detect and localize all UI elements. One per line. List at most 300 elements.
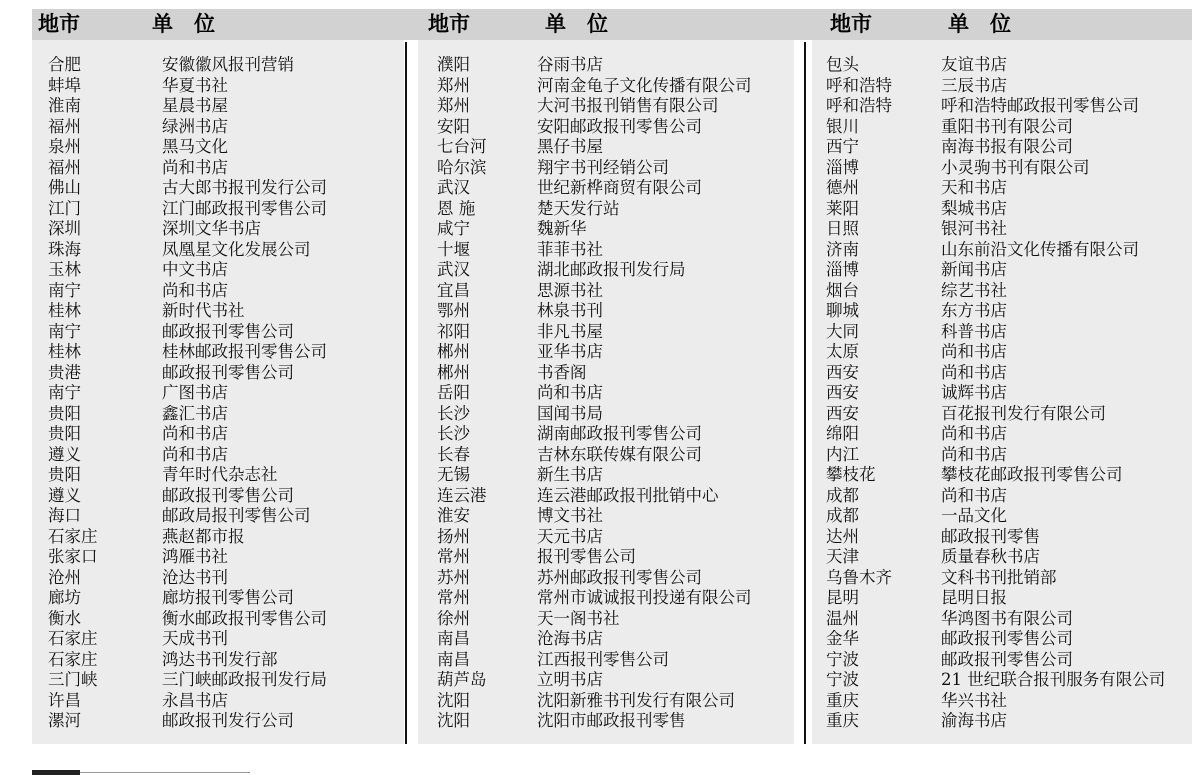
unit-name: 谷雨书店 bbox=[537, 55, 603, 74]
list-item bbox=[48, 96, 398, 117]
unit-name: 渝海书店 bbox=[941, 711, 1007, 730]
list-item bbox=[437, 650, 792, 671]
city-name: 葫芦岛 bbox=[437, 670, 487, 689]
list-item bbox=[437, 301, 792, 322]
unit-name: 衡水邮政报刊零售公司 bbox=[162, 608, 327, 628]
city-name: 郑州 bbox=[437, 75, 470, 95]
city-name: 昆明 bbox=[826, 588, 859, 607]
list-item bbox=[48, 670, 398, 691]
unit-name: 尚和书店 bbox=[162, 424, 228, 443]
city-name: 许昌 bbox=[48, 690, 81, 710]
unit-name: 天一阁书社 bbox=[537, 608, 620, 628]
city-name: 西安 bbox=[826, 383, 859, 402]
unit-name: 邮政报刊零售公司 bbox=[941, 629, 1073, 648]
unit-name: 廊坊报刊零售公司 bbox=[162, 588, 294, 607]
unit-name: 天元书店 bbox=[537, 526, 603, 546]
unit-name: 山东前沿文化传播有限公司 bbox=[941, 239, 1139, 259]
city-name: 石家庄 bbox=[48, 629, 98, 648]
list-item bbox=[826, 568, 1188, 589]
unit-name: 呼和浩特邮政报刊零售公司 bbox=[941, 96, 1139, 115]
city-name: 淄博 bbox=[826, 157, 859, 177]
unit-name: 尚和书店 bbox=[162, 444, 228, 464]
unit-name: 林泉书刊 bbox=[537, 301, 603, 320]
unit-name: 重阳书刊有限公司 bbox=[941, 116, 1073, 136]
unit-name: 华夏书社 bbox=[162, 75, 228, 95]
city-name: 岳阳 bbox=[437, 383, 470, 402]
list-item bbox=[48, 383, 398, 404]
footer-rule-thin bbox=[80, 772, 250, 773]
list-item bbox=[48, 506, 398, 527]
unit-name: 邮政局报刊零售公司 bbox=[162, 506, 311, 525]
city-name: 遵义 bbox=[48, 444, 81, 464]
header-city-col2: 地市 bbox=[428, 12, 470, 36]
city-name: 贵阳 bbox=[48, 403, 81, 423]
unit-name: 21 世纪联合报刊服务有限公司 bbox=[941, 670, 1166, 689]
list-item bbox=[437, 281, 792, 302]
header-unit-col1: 单 位 bbox=[152, 12, 215, 36]
list-item bbox=[437, 404, 792, 425]
unit-name: 尚和书店 bbox=[162, 157, 228, 177]
unit-name: 永昌书店 bbox=[162, 690, 228, 710]
list-item bbox=[826, 609, 1188, 630]
city-name: 鄂州 bbox=[437, 301, 470, 320]
unit-name: 尚和书店 bbox=[941, 444, 1007, 464]
list-item bbox=[48, 629, 398, 650]
unit-name: 大河书报刊销售有限公司 bbox=[537, 96, 719, 115]
city-name: 蚌埠 bbox=[48, 75, 81, 95]
list-item bbox=[826, 650, 1188, 671]
city-name: 宁波 bbox=[826, 670, 859, 689]
list-item bbox=[437, 342, 792, 363]
list-item bbox=[437, 670, 792, 691]
city-name: 莱阳 bbox=[826, 198, 859, 218]
unit-name: 绿洲书店 bbox=[162, 116, 228, 136]
unit-name: 凤凰星文化发展公司 bbox=[162, 239, 311, 259]
unit-name: 天和书店 bbox=[941, 178, 1007, 197]
city-name: 成都 bbox=[826, 485, 859, 505]
unit-name: 世纪新桦商贸有限公司 bbox=[537, 178, 702, 197]
unit-name: 尚和书店 bbox=[162, 280, 228, 300]
city-name: 桂林 bbox=[48, 301, 81, 320]
unit-name: 诚辉书店 bbox=[941, 383, 1007, 402]
city-name: 南昌 bbox=[437, 629, 470, 648]
list-item bbox=[437, 711, 792, 732]
unit-name: 黑仔书屋 bbox=[537, 137, 603, 156]
city-name: 乌鲁木齐 bbox=[826, 567, 892, 587]
list-item bbox=[437, 55, 792, 76]
list-item bbox=[826, 199, 1188, 220]
unit-name: 综艺书社 bbox=[941, 280, 1007, 300]
city-name: 西宁 bbox=[826, 137, 859, 156]
city-name: 沧州 bbox=[48, 567, 81, 587]
list-item bbox=[826, 629, 1188, 650]
city-name: 金华 bbox=[826, 629, 859, 648]
city-name: 合肥 bbox=[48, 55, 81, 74]
header-city-col1: 地市 bbox=[38, 12, 80, 36]
list-item bbox=[48, 609, 398, 630]
city-name: 重庆 bbox=[826, 690, 859, 710]
unit-name: 鑫汇书店 bbox=[162, 403, 228, 423]
unit-name: 沈阳市邮政报刊零售 bbox=[537, 711, 686, 730]
list-item bbox=[826, 424, 1188, 445]
unit-name: 邮政报刊零售公司 bbox=[162, 485, 294, 505]
list-item bbox=[48, 301, 398, 322]
list-item bbox=[48, 199, 398, 220]
city-name: 淄博 bbox=[826, 260, 859, 279]
city-name: 长沙 bbox=[437, 403, 470, 423]
list-item bbox=[48, 568, 398, 589]
distributor-list-2 bbox=[437, 55, 792, 732]
city-name: 宁波 bbox=[826, 649, 859, 669]
unit-name: 天成书刊 bbox=[162, 629, 228, 648]
unit-name: 楚天发行站 bbox=[537, 198, 620, 218]
list-item bbox=[437, 424, 792, 445]
city-name: 济南 bbox=[826, 239, 859, 259]
city-name: 咸宁 bbox=[437, 219, 470, 238]
unit-name: 新生书店 bbox=[537, 465, 603, 484]
unit-name: 尚和书店 bbox=[941, 342, 1007, 361]
city-name: 淮安 bbox=[437, 506, 470, 525]
list-item bbox=[437, 527, 792, 548]
city-name: 珠海 bbox=[48, 239, 81, 259]
city-name: 呼和浩特 bbox=[826, 75, 892, 95]
city-name: 佛山 bbox=[48, 178, 81, 197]
city-name: 泉州 bbox=[48, 137, 81, 156]
unit-name: 河南金龟子文化传播有限公司 bbox=[537, 75, 752, 95]
list-item bbox=[826, 55, 1188, 76]
city-name: 郑州 bbox=[437, 96, 470, 115]
unit-name: 沧海书店 bbox=[537, 629, 603, 648]
list-item bbox=[826, 96, 1188, 117]
column-divider-1 bbox=[405, 42, 407, 744]
city-name: 达州 bbox=[826, 526, 859, 546]
list-item bbox=[826, 711, 1188, 732]
unit-name: 东方书店 bbox=[941, 301, 1007, 320]
list-item bbox=[48, 281, 398, 302]
header-unit-col2: 单 位 bbox=[545, 12, 608, 36]
city-name: 常州 bbox=[437, 547, 470, 566]
unit-name: 新闻书店 bbox=[941, 260, 1007, 279]
list-item bbox=[826, 158, 1188, 179]
list-item bbox=[826, 465, 1188, 486]
unit-name: 鸿达书刊发行部 bbox=[162, 649, 278, 669]
city-name: 宜昌 bbox=[437, 280, 470, 300]
unit-name: 新时代书社 bbox=[162, 301, 245, 320]
list-item bbox=[437, 158, 792, 179]
city-name: 桂林 bbox=[48, 342, 81, 361]
city-name: 祁阳 bbox=[437, 321, 470, 341]
unit-name: 百花报刊发行有限公司 bbox=[941, 403, 1106, 423]
list-item bbox=[437, 588, 792, 609]
city-name: 恩 施 bbox=[437, 198, 476, 218]
city-name: 遵义 bbox=[48, 485, 81, 505]
header-unit-col3: 单 位 bbox=[948, 12, 1011, 36]
list-item bbox=[437, 506, 792, 527]
city-name: 无锡 bbox=[437, 465, 470, 484]
list-item bbox=[437, 96, 792, 117]
unit-name: 尚和书店 bbox=[941, 362, 1007, 382]
list-item bbox=[826, 76, 1188, 97]
list-item bbox=[826, 404, 1188, 425]
city-name: 武汉 bbox=[437, 178, 470, 197]
list-item bbox=[437, 260, 792, 281]
header-city-col3: 地市 bbox=[830, 12, 872, 36]
list-item bbox=[48, 465, 398, 486]
unit-name: 江门邮政报刊零售公司 bbox=[162, 198, 327, 218]
unit-name: 桂林邮政报刊零售公司 bbox=[162, 342, 327, 361]
unit-name: 亚华书店 bbox=[537, 342, 603, 361]
list-item bbox=[437, 445, 792, 466]
unit-name: 苏州邮政报刊零售公司 bbox=[537, 567, 702, 587]
city-name: 安阳 bbox=[437, 116, 470, 136]
unit-name: 三辰书店 bbox=[941, 75, 1007, 95]
list-item bbox=[437, 137, 792, 158]
city-name: 连云港 bbox=[437, 485, 487, 505]
list-item bbox=[48, 363, 398, 384]
city-name: 漯河 bbox=[48, 711, 81, 730]
unit-name: 立明书店 bbox=[537, 670, 603, 689]
list-item bbox=[437, 691, 792, 712]
city-name: 石家庄 bbox=[48, 526, 98, 546]
list-item bbox=[48, 55, 398, 76]
unit-name: 小灵驹书刊有限公司 bbox=[941, 157, 1090, 177]
unit-name: 沧达书刊 bbox=[162, 567, 228, 587]
list-item bbox=[48, 547, 398, 568]
city-name: 石家庄 bbox=[48, 649, 98, 669]
city-name: 扬州 bbox=[437, 526, 470, 546]
list-item bbox=[48, 240, 398, 261]
unit-name: 邮政报刊零售 bbox=[941, 526, 1040, 546]
city-name: 福州 bbox=[48, 116, 81, 136]
city-name: 烟台 bbox=[826, 280, 859, 300]
unit-name: 湖北邮政报刊发行局 bbox=[537, 260, 686, 279]
unit-name: 安徽徽风报刊营销 bbox=[162, 55, 294, 74]
city-name: 衡水 bbox=[48, 608, 81, 628]
distributor-list-3 bbox=[826, 55, 1188, 732]
list-item bbox=[826, 445, 1188, 466]
list-item bbox=[437, 76, 792, 97]
list-item bbox=[437, 629, 792, 650]
city-name: 攀枝花 bbox=[826, 465, 876, 484]
city-name: 玉林 bbox=[48, 260, 81, 279]
city-name: 淮南 bbox=[48, 96, 81, 115]
list-item bbox=[48, 76, 398, 97]
city-name: 七台河 bbox=[437, 137, 487, 156]
unit-name: 广图书店 bbox=[162, 383, 228, 402]
unit-name: 非凡书屋 bbox=[537, 321, 603, 341]
list-item bbox=[826, 363, 1188, 384]
list-item bbox=[826, 670, 1188, 691]
city-name: 郴州 bbox=[437, 362, 470, 382]
city-name: 贵阳 bbox=[48, 465, 81, 484]
unit-name: 常州市诚诚报刊投递有限公司 bbox=[537, 588, 752, 607]
column-divider-2 bbox=[804, 42, 806, 744]
city-name: 内江 bbox=[826, 444, 859, 464]
city-name: 沈阳 bbox=[437, 690, 470, 710]
unit-name: 昆明日报 bbox=[941, 588, 1007, 607]
unit-name: 书香阁 bbox=[537, 362, 587, 382]
list-item bbox=[826, 219, 1188, 240]
list-item bbox=[48, 486, 398, 507]
unit-name: 攀枝花邮政报刊零售公司 bbox=[941, 465, 1123, 484]
list-item bbox=[437, 219, 792, 240]
list-item bbox=[437, 547, 792, 568]
list-item bbox=[826, 240, 1188, 261]
city-name: 重庆 bbox=[826, 711, 859, 730]
unit-name: 黑马文化 bbox=[162, 137, 228, 156]
city-name: 西安 bbox=[826, 362, 859, 382]
unit-name: 古大郎书报刊发行公司 bbox=[162, 178, 327, 197]
city-name: 苏州 bbox=[437, 567, 470, 587]
city-name: 贵阳 bbox=[48, 424, 81, 443]
city-name: 福州 bbox=[48, 157, 81, 177]
list-item bbox=[437, 465, 792, 486]
unit-name: 邮政报刊零售公司 bbox=[162, 362, 294, 382]
list-item bbox=[48, 178, 398, 199]
unit-name: 华兴书社 bbox=[941, 690, 1007, 710]
city-name: 南宁 bbox=[48, 280, 81, 300]
list-item bbox=[826, 301, 1188, 322]
list-item bbox=[437, 117, 792, 138]
city-name: 温州 bbox=[826, 608, 859, 628]
unit-name: 邮政报刊发行公司 bbox=[162, 711, 294, 730]
city-name: 南宁 bbox=[48, 383, 81, 402]
list-item bbox=[826, 547, 1188, 568]
unit-name: 一品文化 bbox=[941, 506, 1007, 525]
city-name: 常州 bbox=[437, 588, 470, 607]
city-name: 深圳 bbox=[48, 219, 81, 238]
list-item bbox=[826, 486, 1188, 507]
list-item bbox=[48, 260, 398, 281]
unit-name: 友谊书店 bbox=[941, 55, 1007, 74]
distributor-list-1 bbox=[48, 55, 398, 732]
list-item bbox=[48, 445, 398, 466]
city-name: 三门峡 bbox=[48, 670, 98, 689]
list-item bbox=[826, 322, 1188, 343]
list-item bbox=[826, 137, 1188, 158]
list-item bbox=[437, 178, 792, 199]
list-item bbox=[826, 117, 1188, 138]
unit-name: 中文书店 bbox=[162, 260, 228, 279]
city-name: 呼和浩特 bbox=[826, 96, 892, 115]
list-item bbox=[48, 219, 398, 240]
unit-name: 博文书社 bbox=[537, 506, 603, 525]
unit-name: 菲菲书社 bbox=[537, 239, 603, 259]
city-name: 哈尔滨 bbox=[437, 157, 487, 177]
list-item bbox=[48, 424, 398, 445]
city-name: 张家口 bbox=[48, 547, 98, 566]
list-item bbox=[826, 342, 1188, 363]
city-name: 大同 bbox=[826, 321, 859, 341]
footer-rule-thick bbox=[32, 770, 80, 775]
list-item bbox=[48, 691, 398, 712]
unit-name: 青年时代杂志社 bbox=[162, 465, 278, 484]
city-name: 成都 bbox=[826, 506, 859, 525]
unit-name: 质量春秋书店 bbox=[941, 547, 1040, 566]
list-item bbox=[48, 137, 398, 158]
city-name: 包头 bbox=[826, 55, 859, 74]
unit-name: 翔宇书刊经销公司 bbox=[537, 157, 669, 177]
city-name: 银川 bbox=[826, 116, 859, 136]
list-item bbox=[437, 199, 792, 220]
unit-name: 邮政报刊零售公司 bbox=[162, 321, 294, 341]
city-name: 徐州 bbox=[437, 608, 470, 628]
unit-name: 华鸿图书有限公司 bbox=[941, 608, 1073, 628]
list-item bbox=[826, 691, 1188, 712]
list-item bbox=[48, 158, 398, 179]
city-name: 江门 bbox=[48, 198, 81, 218]
city-name: 聊城 bbox=[826, 301, 859, 320]
list-item bbox=[826, 178, 1188, 199]
city-name: 廊坊 bbox=[48, 588, 81, 607]
unit-name: 深圳文华书店 bbox=[162, 219, 261, 238]
unit-name: 星晨书屋 bbox=[162, 96, 228, 115]
unit-name: 科普书店 bbox=[941, 321, 1007, 341]
city-name: 武汉 bbox=[437, 260, 470, 279]
city-name: 长沙 bbox=[437, 424, 470, 443]
unit-name: 燕赵都市报 bbox=[162, 526, 245, 546]
city-name: 南宁 bbox=[48, 321, 81, 341]
unit-name: 三门峡邮政报刊发行局 bbox=[162, 670, 327, 689]
city-name: 海口 bbox=[48, 506, 81, 525]
list-item bbox=[437, 383, 792, 404]
list-item bbox=[826, 383, 1188, 404]
city-name: 日照 bbox=[826, 219, 859, 238]
city-name: 天津 bbox=[826, 547, 859, 566]
list-item bbox=[437, 486, 792, 507]
list-item bbox=[48, 117, 398, 138]
list-item bbox=[48, 588, 398, 609]
unit-name: 文科书刊批销部 bbox=[941, 567, 1057, 587]
city-name: 绵阳 bbox=[826, 424, 859, 443]
city-name: 太原 bbox=[826, 342, 859, 361]
unit-name: 南海书报有限公司 bbox=[941, 137, 1073, 156]
list-item bbox=[826, 527, 1188, 548]
city-name: 沈阳 bbox=[437, 711, 470, 730]
city-name: 德州 bbox=[826, 178, 859, 197]
unit-name: 尚和书店 bbox=[941, 424, 1007, 443]
list-item bbox=[48, 711, 398, 732]
list-item bbox=[826, 281, 1188, 302]
unit-name: 魏新华 bbox=[537, 219, 587, 238]
unit-name: 湖南邮政报刊零售公司 bbox=[537, 424, 702, 443]
unit-name: 安阳邮政报刊零售公司 bbox=[537, 116, 702, 136]
list-item bbox=[48, 322, 398, 343]
unit-name: 江西报刊零售公司 bbox=[537, 649, 669, 669]
unit-name: 吉林东联传媒有限公司 bbox=[537, 444, 702, 464]
unit-name: 国闻书局 bbox=[537, 403, 603, 423]
city-name: 长春 bbox=[437, 444, 470, 464]
city-name: 濮阳 bbox=[437, 55, 470, 74]
unit-name: 连云港邮政报刊批销中心 bbox=[537, 485, 719, 505]
list-item bbox=[826, 506, 1188, 527]
unit-name: 尚和书店 bbox=[941, 485, 1007, 505]
unit-name: 鸿雁书社 bbox=[162, 547, 228, 566]
list-item bbox=[826, 588, 1188, 609]
unit-name: 银河书社 bbox=[941, 219, 1007, 238]
city-name: 贵港 bbox=[48, 362, 81, 382]
unit-name: 梨城书店 bbox=[941, 198, 1007, 218]
city-name: 南昌 bbox=[437, 649, 470, 669]
list-item bbox=[48, 342, 398, 363]
list-item bbox=[437, 240, 792, 261]
city-name: 西安 bbox=[826, 403, 859, 423]
city-name: 十堰 bbox=[437, 239, 470, 259]
list-item bbox=[437, 363, 792, 384]
unit-name: 思源书社 bbox=[537, 280, 603, 300]
unit-name: 报刊零售公司 bbox=[537, 547, 636, 566]
list-item bbox=[826, 260, 1188, 281]
